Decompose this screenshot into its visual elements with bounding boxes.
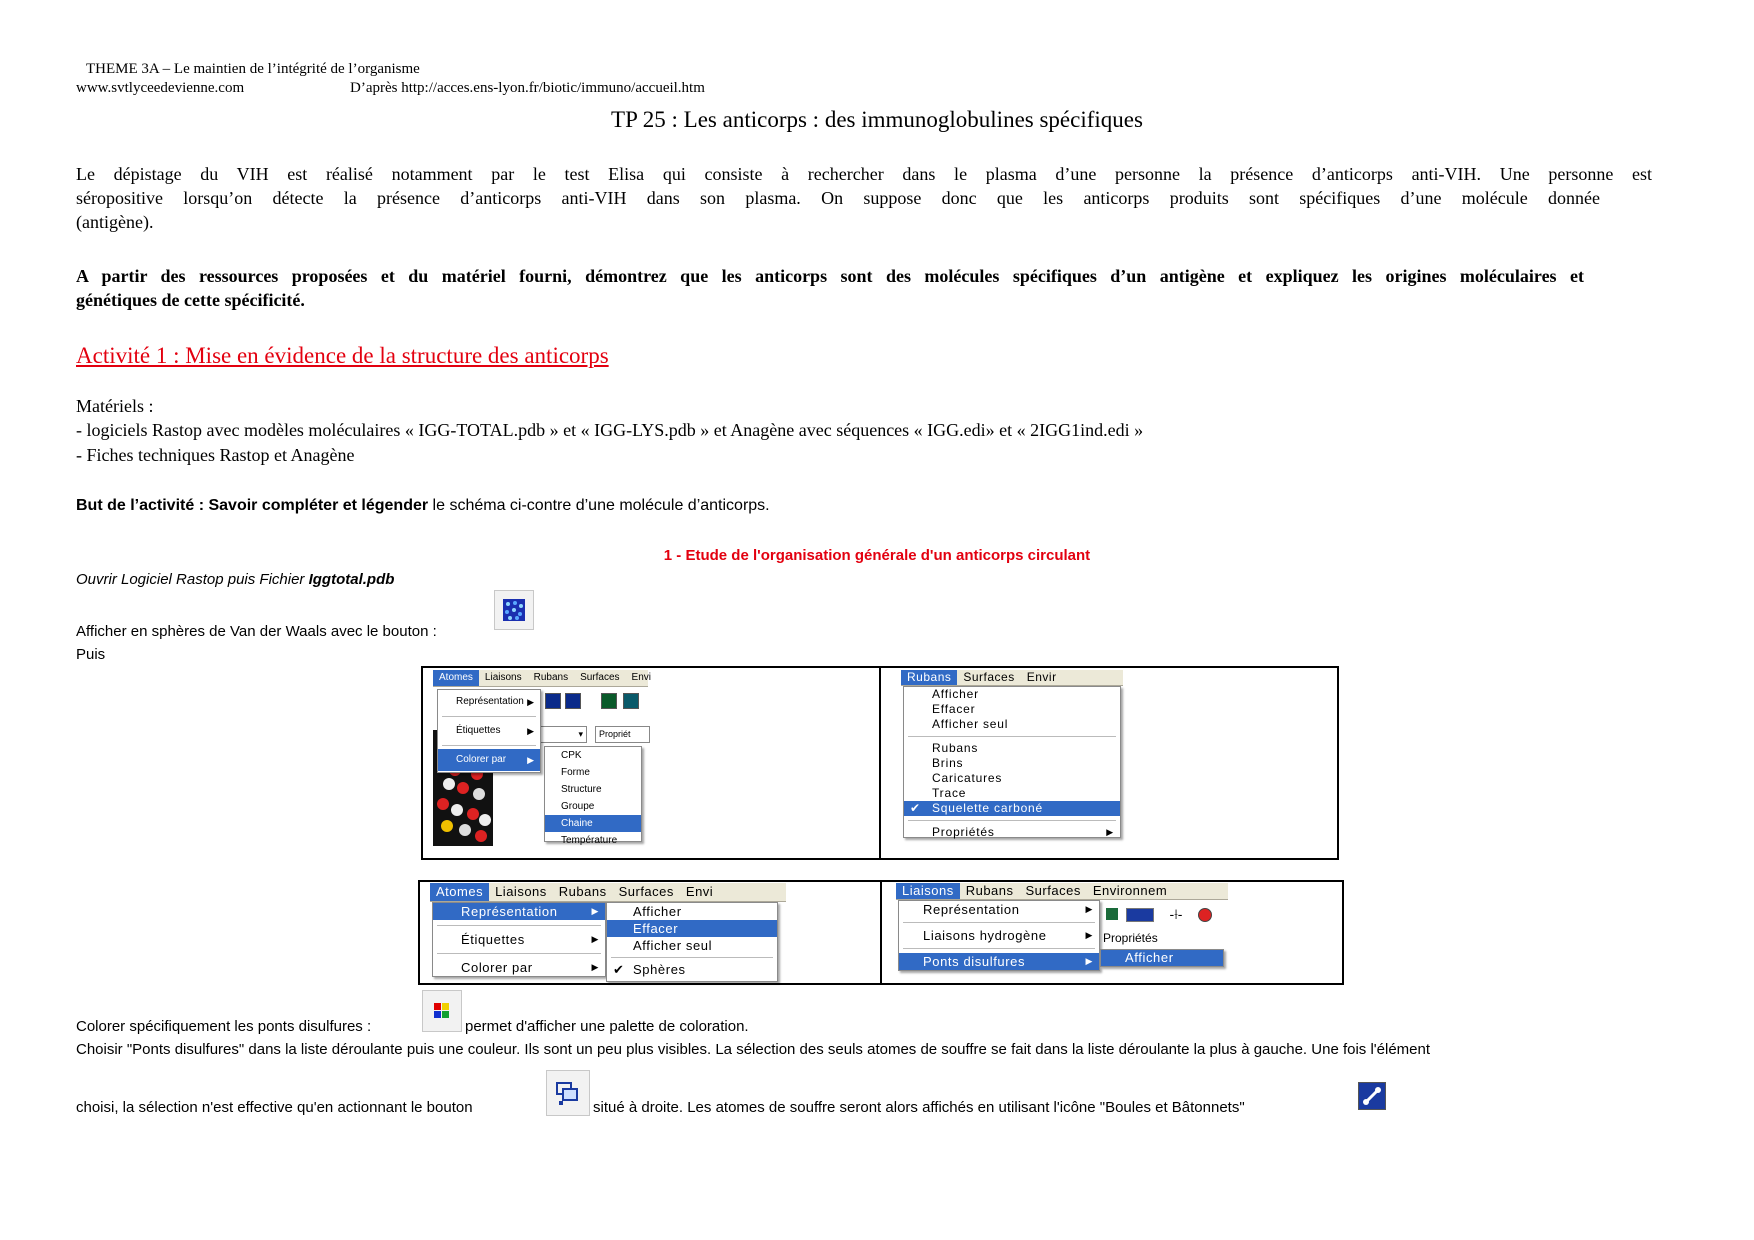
menubar-4-item-3[interactable]: Environnem xyxy=(1092,883,1168,898)
menu-item-colorer-par-label: Colorer par xyxy=(456,754,507,765)
menu-item-liaisons-hydrogene[interactable] xyxy=(899,927,1099,944)
theme-header: THEME 3A – Le maintien de l’intégrité de l’organisme xyxy=(86,61,420,77)
screenshot-representation xyxy=(430,883,786,982)
menubar-1 xyxy=(433,670,651,687)
menubar-2 xyxy=(901,670,1123,686)
menu-item-effacer[interactable]: Effacer xyxy=(932,702,976,716)
ponts-submenu xyxy=(1100,949,1224,967)
menu-item-colorer-par[interactable] xyxy=(438,749,540,771)
color-instruction-after: permet d'afficher une palette de coloration. xyxy=(465,1018,749,1035)
menu-separator xyxy=(442,745,536,746)
menubar-2-item-0[interactable]: Rubans xyxy=(901,670,957,685)
materials-item-software: - logiciels Rastop avec modèles moléculaires « IGG-TOTAL.pdb » et « IGG-LYS.pdb » et Anagène avec séquences « IGG.edi» et « 2IGG1ind.edi » xyxy=(76,420,1144,440)
menubar-1-item-1[interactable]: Liaisons xyxy=(484,672,522,683)
menu-item-trace[interactable]: Trace xyxy=(932,786,967,800)
submenu-arrow-icon: ▶ xyxy=(527,726,534,736)
toolbar-stick-icon[interactable] xyxy=(545,693,561,709)
task-line-2: génétiques de cette spécificité. xyxy=(76,290,305,310)
properties-field[interactable]: Propriét xyxy=(595,726,650,743)
intro-line-2: séropositive lorsqu’on détecte la présence d’anticorps anti-VIH dans son plasma. On suppose donc que les anticorps produits sont spécifiques d’une molécule donnée xyxy=(76,188,1600,208)
menu-item-proprietes[interactable] xyxy=(904,825,1120,840)
menu-item-representation-label: Représentation xyxy=(461,904,558,919)
menu-item-colorer-par[interactable] xyxy=(433,959,605,976)
menu-separator xyxy=(442,716,536,717)
toolbar-ball-icon[interactable] xyxy=(601,693,617,709)
validate-instruction-before: choisi, la sélection n'est effective qu'en actionnant le bouton xyxy=(76,1099,473,1116)
choose-instruction: Choisir "Ponts disulfures" dans la liste déroulante puis une couleur. Ils sont un peu plus visibles. La sélection des seuls atomes de souffre se fait dans la liste déroulante la plus à gauche. Une fois l'élément xyxy=(76,1041,1431,1058)
section1-title: 1 - Etude de l'organisation générale d'un anticorps circulant xyxy=(663,547,1091,564)
toolbar-red-icon[interactable] xyxy=(1198,908,1212,922)
menu-item-representation[interactable] xyxy=(899,901,1099,918)
menu-item-ponts-disulfures-label: Ponts disulfures xyxy=(923,954,1026,969)
screenshot-rubans-menu xyxy=(901,670,1123,842)
atomes-menu xyxy=(437,689,541,773)
check-icon: ✔ xyxy=(910,801,921,815)
menubar-3 xyxy=(430,883,786,902)
menubar-1-item-3[interactable]: Surfaces xyxy=(580,672,620,683)
menu-separator xyxy=(908,820,1116,821)
menu-item-representation[interactable] xyxy=(433,903,605,920)
toolbar-strip xyxy=(545,690,648,712)
menu-item-squelette-carbone[interactable] xyxy=(904,801,1120,816)
representation-submenu xyxy=(606,902,778,982)
menu-item-proprietes-label: Propriétés xyxy=(932,825,995,839)
menubar-3-item-2[interactable]: Rubans xyxy=(558,884,607,899)
toolbar-bond-icon[interactable]: -⟊- xyxy=(1169,906,1183,922)
menubar-1-item-4[interactable]: Envi xyxy=(631,672,651,683)
menu-separator xyxy=(437,953,601,954)
submenu-item-groupe[interactable]: Groupe xyxy=(561,801,595,812)
menubar-1-item-2[interactable]: Rubans xyxy=(533,672,569,683)
materials-heading: Matériels : xyxy=(76,396,154,416)
screenshot-ponts-disulfures xyxy=(896,883,1228,971)
submenu-arrow-icon: ▶ xyxy=(591,934,599,944)
submenu-item-spheres-label: Sphères xyxy=(633,962,686,977)
menu-item-afficher-seul[interactable]: Afficher seul xyxy=(932,717,1009,731)
balls-and-sticks-icon xyxy=(1358,1082,1386,1110)
toolbar-space-icon[interactable] xyxy=(623,693,639,709)
menu-item-brins[interactable]: Brins xyxy=(932,756,964,770)
color-palette-icon xyxy=(422,990,462,1032)
menubar-1-item-0[interactable]: Atomes xyxy=(433,670,479,686)
submenu-item-chaine[interactable]: Chaine xyxy=(545,815,641,832)
selection-dropdown[interactable]: ▾ xyxy=(538,726,587,743)
submenu-arrow-icon: ▶ xyxy=(527,697,534,707)
menu-separator xyxy=(903,948,1095,949)
open-instruction xyxy=(76,571,394,588)
menubar-3-item-4[interactable]: Envi xyxy=(685,884,714,899)
submenu-item-structure[interactable]: Structure xyxy=(561,784,602,795)
submenu-item-afficher[interactable]: Afficher xyxy=(1101,950,1223,966)
submenu-item-temperature[interactable]: Température xyxy=(561,835,618,846)
submenu-item-forme[interactable]: Forme xyxy=(561,767,590,778)
screenshot-cell-rubans xyxy=(880,667,1338,859)
submenu-arrow-icon: ▶ xyxy=(1085,930,1093,940)
goal-line xyxy=(76,497,770,515)
menubar-3-item-0[interactable]: Atomes xyxy=(430,883,489,901)
menubar-3-item-1[interactable]: Liaisons xyxy=(495,884,547,899)
submenu-arrow-icon: ▶ xyxy=(527,755,534,765)
submenu-item-effacer[interactable]: Effacer xyxy=(607,920,777,937)
menubar-2-item-2[interactable]: Envir xyxy=(1026,670,1057,684)
menu-item-etiquettes-label: Étiquettes xyxy=(456,725,501,736)
menubar-4-item-1[interactable]: Rubans xyxy=(965,883,1014,898)
screenshot-cell-ponts xyxy=(881,881,1343,984)
properties-label: Propriétés xyxy=(1103,931,1158,945)
materials-item-sheets: - Fiches techniques Rastop et Anagène xyxy=(76,445,355,465)
open-instruction-text: Ouvrir Logiciel Rastop puis Fichier xyxy=(76,571,309,588)
submenu-item-afficher[interactable]: Afficher xyxy=(633,904,682,919)
toolbar-blue-icon[interactable] xyxy=(1126,908,1154,922)
menu-item-colorer-par-label: Colorer par xyxy=(461,960,533,975)
menu-item-squelette-carbone-label: Squelette carboné xyxy=(932,801,1044,815)
task-line-1: A partir des ressources proposées et du matériel fourni, démontrez que les anticorps sont des molécules spécifiques d’un antigène et expliquez les origines moléculaires et xyxy=(76,266,1584,286)
spheres-instruction: Afficher en sphères de Van der Waals avec le bouton : xyxy=(76,623,437,640)
menu-item-representation[interactable] xyxy=(438,691,540,713)
menu-separator xyxy=(611,957,773,958)
menu-item-etiquettes[interactable] xyxy=(438,720,540,742)
menubar-3-item-3[interactable]: Surfaces xyxy=(618,884,674,899)
puis-label: Puis xyxy=(76,646,106,663)
screenshot-cell-representation xyxy=(419,881,881,984)
menubar-2-item-1[interactable]: Surfaces xyxy=(963,670,1015,684)
color-instruction-before: Colorer spécifiquement les ponts disulfures : xyxy=(76,1018,372,1035)
submenu-arrow-icon: ▶ xyxy=(591,906,599,916)
submenu-arrow-icon: ▶ xyxy=(591,962,599,972)
menu-separator xyxy=(437,925,601,926)
page-title: TP 25 : Les anticorps : des immunoglobulines spécifiques xyxy=(611,107,1143,132)
menubar-4 xyxy=(896,883,1228,900)
submenu-arrow-icon: ▶ xyxy=(1085,956,1093,966)
toolbar-green-icon[interactable] xyxy=(1106,908,1118,920)
menu-item-etiquettes[interactable] xyxy=(433,931,605,948)
open-instruction-file: Iggtotal.pdb xyxy=(308,571,395,588)
menu-item-etiquettes-label: Étiquettes xyxy=(461,932,525,947)
toolbar-fill-icon[interactable] xyxy=(565,693,581,709)
submenu-item-cpk[interactable]: CPK xyxy=(561,750,582,761)
submenu-item-spheres[interactable] xyxy=(607,961,777,978)
vdw-spheres-icon xyxy=(494,590,534,630)
toolbar-strip-2 xyxy=(1106,905,1226,925)
colorer-submenu xyxy=(544,746,642,846)
submenu-item-afficher-seul[interactable]: Afficher seul xyxy=(633,938,713,953)
submenu-arrow-icon: ▶ xyxy=(1085,904,1093,914)
intro-line-1: Le dépistage du VIH est réalisé notamment par le test Elisa qui consiste à rechercher dans le plasma d’une personne la présence d’anticorps anti-VIH. Une personne est xyxy=(76,164,1652,184)
check-icon: ✔ xyxy=(613,962,625,977)
screenshot-colorer-par xyxy=(433,670,651,846)
website-url: www.svtlyceedevienne.com xyxy=(76,80,245,96)
screenshot-cell-colorer xyxy=(422,667,880,859)
menubar-4-item-0[interactable]: Liaisons xyxy=(896,883,960,899)
atomes-menu-2 xyxy=(432,902,606,977)
submenu-arrow-icon: ▶ xyxy=(1106,827,1114,837)
menu-separator xyxy=(903,922,1095,923)
source-url: D’après http://acces.ens-lyon.fr/biotic/immuno/accueil.htm xyxy=(350,80,705,96)
liaisons-menu xyxy=(898,900,1100,971)
menu-item-liaisons-hydrogene-label: Liaisons hydrogène xyxy=(923,928,1047,943)
menu-item-rubans[interactable]: Rubans xyxy=(932,741,979,755)
menu-item-representation-label: Représentation xyxy=(923,902,1020,917)
menu-item-afficher[interactable]: Afficher xyxy=(932,687,979,701)
intro-line-3: (antigène). xyxy=(76,212,154,232)
menubar-4-item-2[interactable]: Surfaces xyxy=(1025,883,1081,898)
menu-screenshots-table-2 xyxy=(418,880,1344,985)
goal-rest: le schéma ci-contre d’une molécule d’anticorps. xyxy=(428,497,770,514)
menu-item-representation-label: Représentation xyxy=(456,696,524,707)
menu-separator xyxy=(908,736,1116,737)
menu-item-ponts-disulfures[interactable] xyxy=(899,953,1099,970)
validate-instruction-after: situé à droite. Les atomes de souffre seront alors affichés en utilisant l'icône "Boules et Bâtonnets" xyxy=(593,1099,1245,1116)
activity-title: Activité 1 : Mise en évidence de la structure des anticorps xyxy=(76,343,609,368)
rubans-menu xyxy=(903,686,1121,838)
apply-selection-icon xyxy=(546,1070,590,1116)
menu-item-caricatures[interactable]: Caricatures xyxy=(932,771,1003,785)
menu-screenshots-table-1 xyxy=(421,666,1339,860)
goal-bold: But de l’activité : Savoir compléter et légender xyxy=(76,497,429,514)
